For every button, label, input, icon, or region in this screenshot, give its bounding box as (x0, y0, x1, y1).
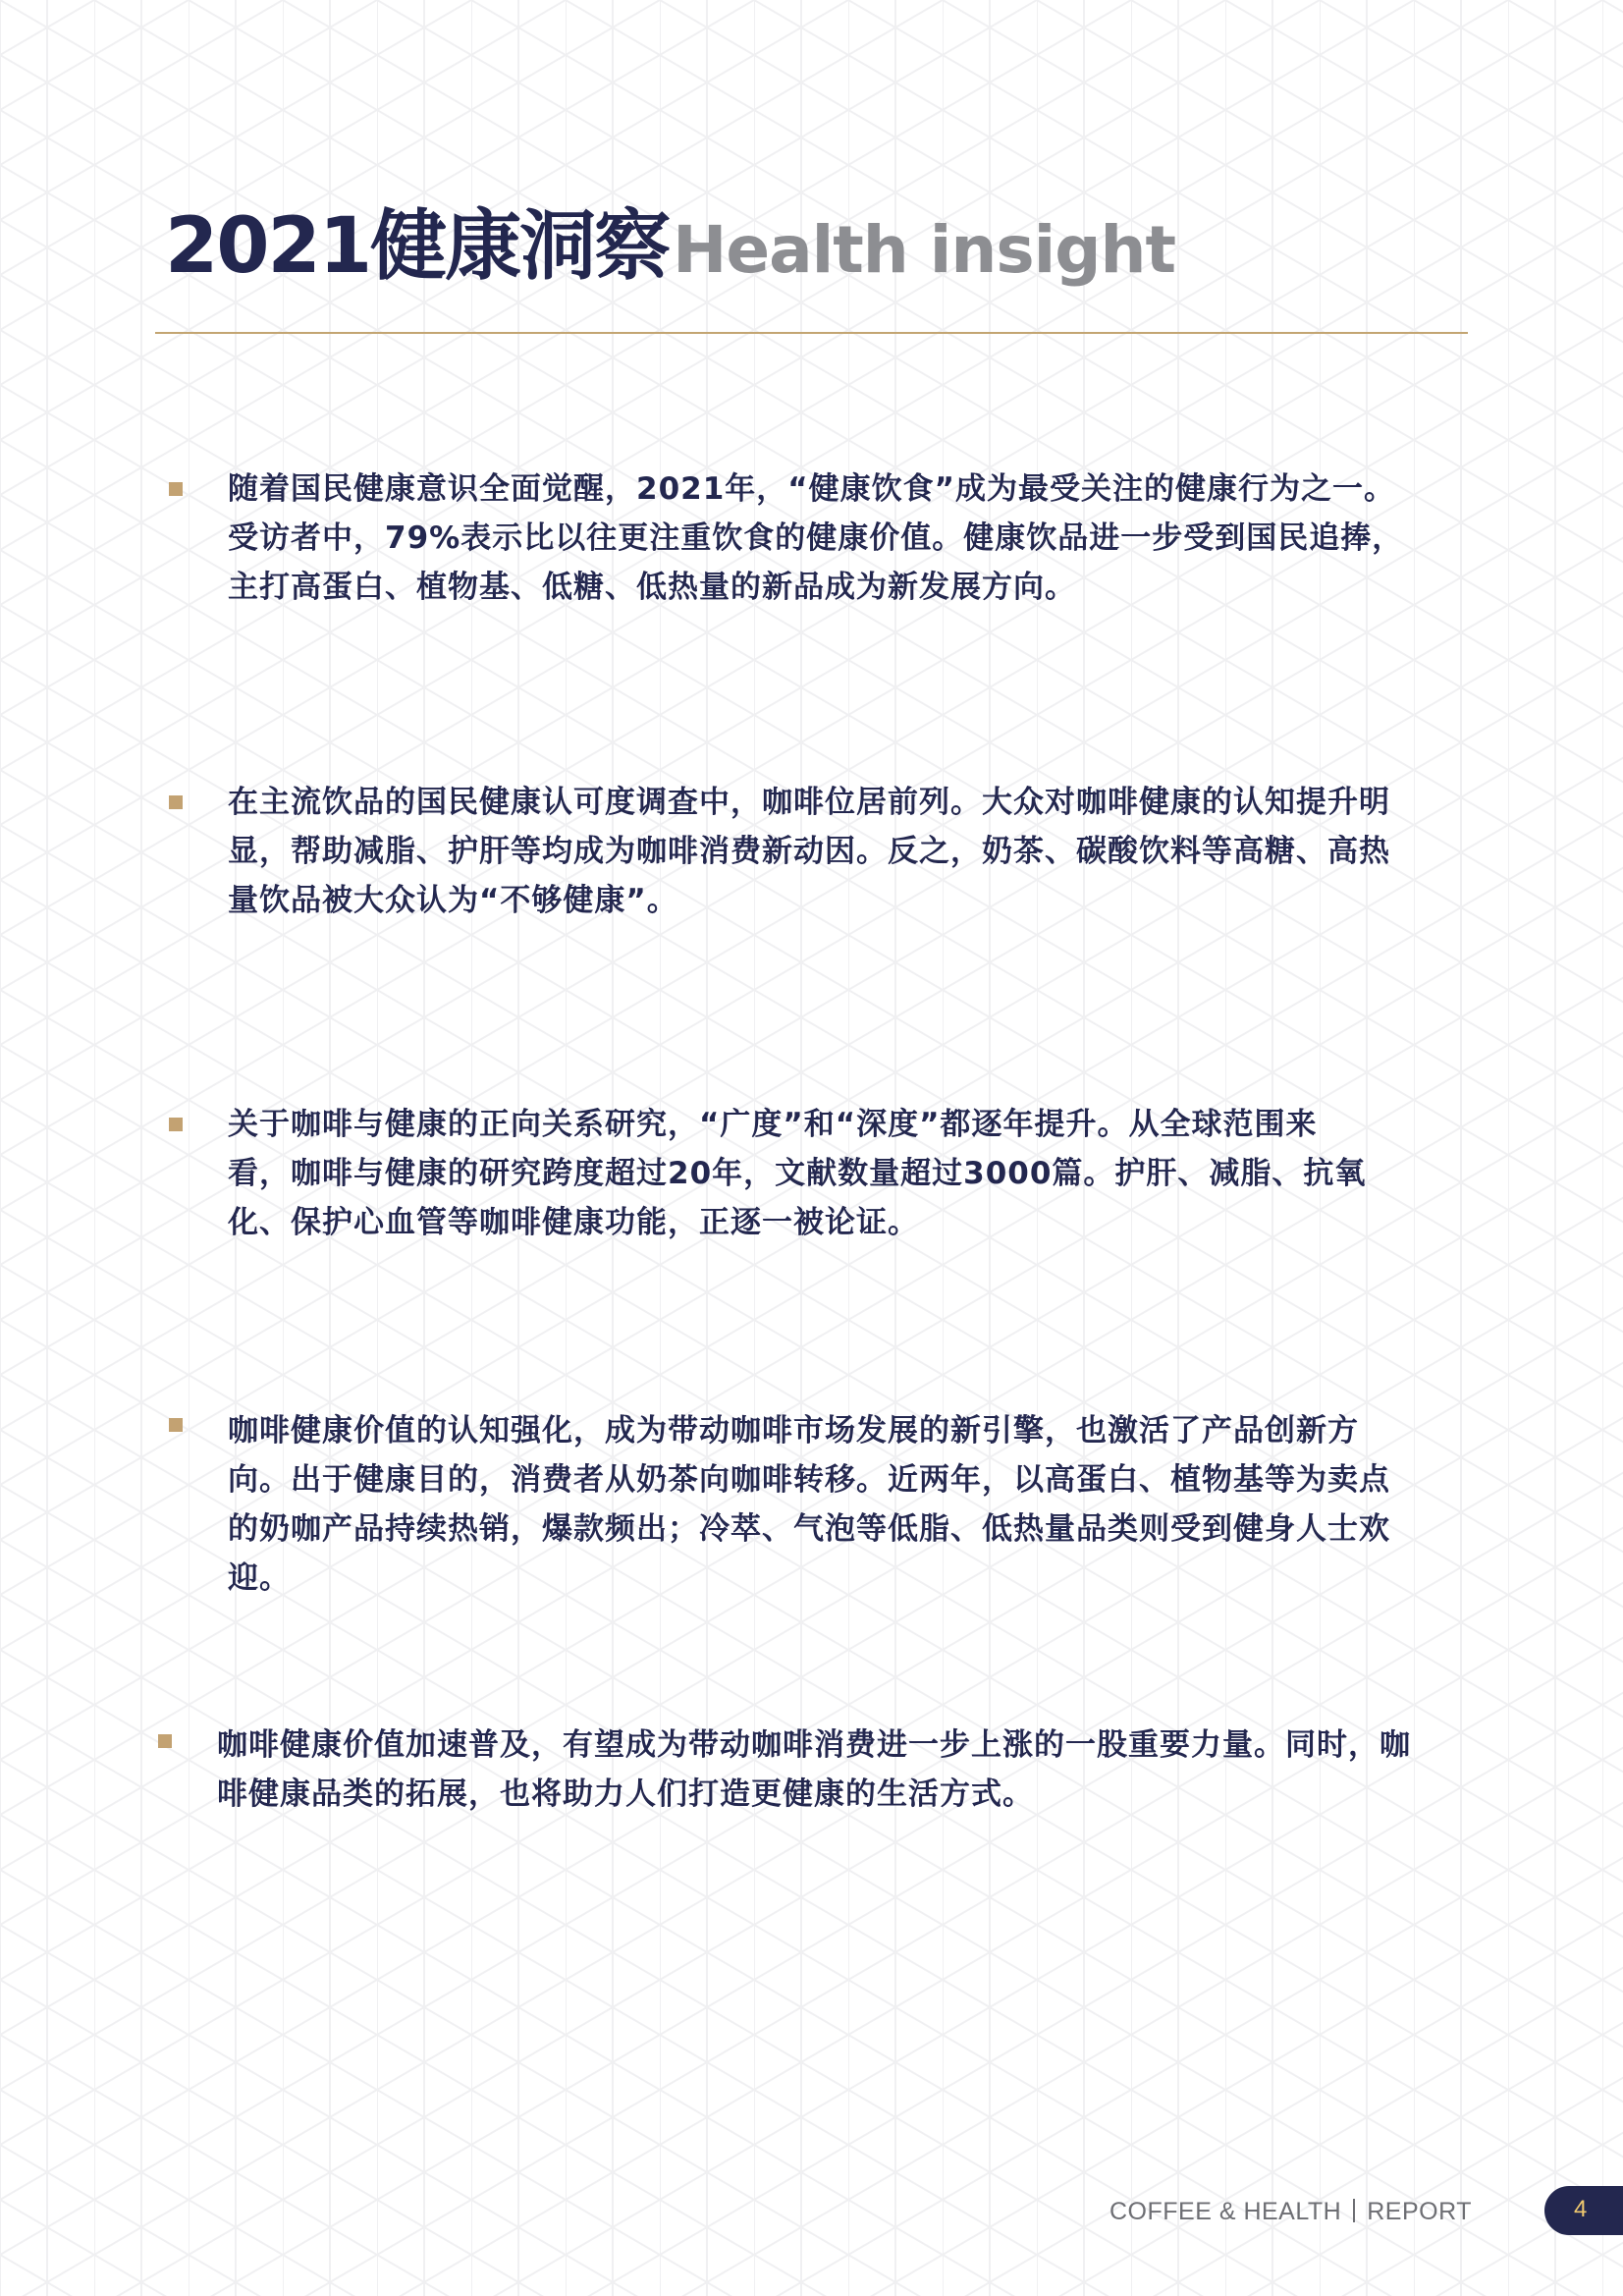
title-english: Health insight (673, 212, 1176, 288)
text-line: 化、保护心血管等咖啡健康功能，正逐一被论证。 (228, 1205, 919, 1240)
bullet-item-2 (228, 778, 1390, 925)
square-bullet-icon (169, 1418, 183, 1432)
text-line: 的奶咖产品持续热销，爆款频出；冷萃、气泡等低脂、低热量品类则受到健身人士欢 (228, 1511, 1390, 1547)
text-line: 量饮品被大众认为“不够健康”。 (228, 883, 678, 918)
bullet-item-5 (217, 1721, 1411, 1819)
text-line: 向。出于健康目的，消费者从奶茶向咖啡转移。近两年，以高蛋白、植物基等为卖点 (228, 1462, 1390, 1498)
page-number-tab (1544, 2186, 1623, 2235)
text-line: 迎。 (228, 1560, 291, 1596)
title-divider (155, 332, 1468, 334)
footer-report-word: REPORT (1367, 2198, 1472, 2225)
text-line: 显，帮助减脂、护肝等均成为咖啡消费新动因。反之，奶茶、碳酸饮料等高糖、高热 (228, 834, 1390, 869)
text-line: 随着国民健康意识全面觉醒，2021年，“健康饮食”成为最受关注的健康行为之一。 (228, 471, 1396, 507)
footer-report-label (1109, 2198, 1472, 2226)
text-line: 受访者中，79%表示比以往更注重饮食的健康价值。健康饮品进一步受到国民追捧， (228, 520, 1404, 556)
text-line: 关于咖啡与健康的正向关系研究，“广度”和“深度”都逐年提升。从全球范围来 (228, 1107, 1318, 1142)
text-line: 看，咖啡与健康的研究跨度超过20年，文献数量超过3000篇。护肝、减脂、抗氧 (228, 1156, 1367, 1191)
bullet-text (217, 1721, 1411, 1819)
text-line: 咖啡健康价值的认知强化，成为带动咖啡市场发展的新引擎，也激活了产品创新方 (228, 1413, 1359, 1449)
square-bullet-icon (169, 482, 183, 496)
footer-report-name: COFFEE & HEALTH (1109, 2198, 1342, 2225)
text-line: 主打高蛋白、植物基、低糖、低热量的新品成为新发展方向。 (228, 570, 1076, 605)
text-line: 咖啡健康价值加速普及，有望成为带动咖啡消费进一步上涨的一股重要力量。同时，咖 (217, 1727, 1411, 1763)
page-number: 4 (1574, 2196, 1588, 2222)
page-title (165, 202, 1176, 291)
bullet-item-4 (228, 1406, 1390, 1603)
bullet-item-3 (228, 1100, 1366, 1247)
bullet-text (228, 1100, 1366, 1247)
title-chinese: 2021健康洞察 (165, 202, 670, 291)
square-bullet-icon (158, 1734, 172, 1748)
footer-separator (1353, 2199, 1355, 2222)
text-line: 啡健康品类的拓展，也将助力人们打造更健康的生活方式。 (217, 1777, 1034, 1812)
bullet-item-1 (228, 465, 1403, 612)
square-bullet-icon (169, 1118, 183, 1131)
bullet-text (228, 1406, 1390, 1603)
bullet-text (228, 465, 1403, 612)
square-bullet-icon (169, 795, 183, 809)
text-line: 在主流饮品的国民健康认可度调查中，咖啡位居前列。大众对咖啡健康的认知提升明 (228, 785, 1390, 820)
bullet-text (228, 778, 1390, 925)
